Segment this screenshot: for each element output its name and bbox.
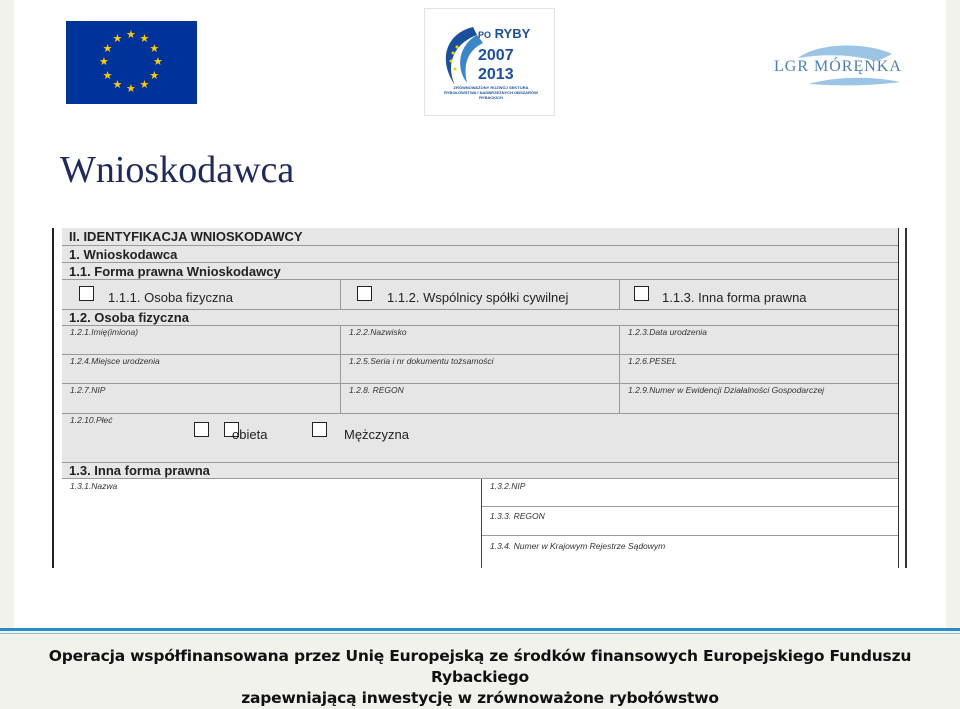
label-mezczyzna: Mężczyzna bbox=[344, 427, 410, 442]
eu-star-icon: ★ bbox=[102, 42, 113, 55]
field-plec: 1.2.10.Płeć obieta Mężczyzna bbox=[62, 414, 898, 463]
lgr-morenka-logo bbox=[768, 42, 906, 90]
po-ryby-name: PO RYBY bbox=[478, 26, 531, 41]
po-ryby-year1: 2007 bbox=[478, 47, 514, 64]
inna-forma-area bbox=[62, 479, 898, 568]
eu-star-icon: ★ bbox=[139, 79, 150, 92]
area-divider bbox=[481, 479, 482, 568]
section-1-3-header: 1.3. Inna forma prawna bbox=[62, 463, 898, 479]
eu-star-icon: ★ bbox=[139, 32, 150, 45]
eu-star-icon: ★ bbox=[102, 69, 113, 82]
row-divider bbox=[482, 506, 898, 507]
field-dokument[interactable]: 1.2.5.Seria i nr dokumentu tożsamości bbox=[341, 355, 620, 384]
form-left-border bbox=[52, 228, 54, 568]
checkbox-osoba-fizyczna[interactable] bbox=[79, 286, 94, 301]
eu-star-icon: ★ bbox=[149, 42, 160, 55]
option-label-2: 1.1.2. Wspólnicy spółki cywilnej bbox=[387, 290, 569, 305]
page-title: Wnioskodawca bbox=[60, 149, 295, 191]
form-right-border-outer bbox=[905, 228, 907, 568]
po-ryby-caption: ZRÓWNOWAŻONY ROZWÓJ SEKTORA RYBOŁÓWSTWA I NADBRZEŻNYCH OBSZARÓW RYBACKICH bbox=[444, 85, 538, 100]
section-1-2-header: 1.2. Osoba fizyczna bbox=[62, 310, 898, 326]
label-regon-13: 1.3.3. REGON bbox=[490, 511, 545, 521]
section-1-header: 1. Wnioskodawca bbox=[62, 246, 898, 263]
application-form bbox=[52, 228, 908, 568]
checkbox-mezczyzna[interactable] bbox=[312, 422, 327, 437]
checkbox-kobieta[interactable] bbox=[194, 422, 209, 437]
checkbox-wspolnicy[interactable] bbox=[357, 286, 372, 301]
field-data-urodzenia[interactable]: 1.2.3.Data urodzenia bbox=[620, 326, 898, 355]
row-divider bbox=[482, 535, 898, 536]
po-ryby-year2: 2013 bbox=[478, 66, 514, 83]
eu-star-icon: ★ bbox=[112, 79, 123, 92]
option-cell-1 bbox=[62, 280, 341, 310]
field-nazwisko[interactable]: 1.2.2.Nazwisko bbox=[341, 326, 620, 355]
field-ewidencja[interactable]: 1.2.9.Numer w Ewidencji Działalności Gospodarczej bbox=[620, 384, 898, 414]
section-1-1-header: 1.1. Forma prawna Wnioskodawcy bbox=[62, 263, 898, 280]
lgr-logo-text: LGR MÓRĘNKA bbox=[774, 58, 902, 75]
eu-star-icon: ★ bbox=[149, 69, 160, 82]
label-nazwa: 1.3.1.Nazwa bbox=[70, 481, 118, 491]
option-label-1: 1.1.1. Osoba fizyczna bbox=[108, 290, 234, 305]
checkbox-inna-forma[interactable] bbox=[634, 286, 649, 301]
label-krs: 1.3.4. Numer w Krajowym Rejestrze Sądowym bbox=[490, 541, 666, 551]
field-miejsce-urodzenia[interactable]: 1.2.4.Miejsce urodzenia bbox=[62, 355, 341, 384]
po-ryby-logo bbox=[424, 8, 555, 116]
eu-star-icon: ★ bbox=[99, 56, 109, 68]
label-nip-13: 1.3.2.NIP bbox=[490, 481, 526, 491]
footer-rule bbox=[0, 628, 960, 631]
section-header: II. IDENTYFIKACJA WNIOSKODAWCY bbox=[62, 228, 898, 246]
option-label-3: 1.1.3. Inna forma prawna bbox=[662, 290, 807, 305]
eu-star-icon: ★ bbox=[126, 83, 136, 95]
eu-star-icon: ★ bbox=[126, 29, 136, 41]
footer-text bbox=[0, 646, 960, 709]
option-cell-2 bbox=[341, 280, 620, 310]
form-right-border bbox=[898, 228, 899, 568]
footer-line-1: Operacja współfinansowana przez Unię Europejską ze środków finansowych Europejskiego Funduszu Rybackiego bbox=[48, 647, 912, 686]
field-regon[interactable]: 1.2.8. REGON bbox=[341, 384, 620, 414]
field-pesel[interactable]: 1.2.6.PESEL bbox=[620, 355, 898, 384]
option-cell-3 bbox=[620, 280, 898, 310]
eu-flag-logo bbox=[66, 21, 197, 104]
field-imie[interactable]: 1.2.1.Imię(imiona) bbox=[62, 326, 341, 355]
eu-star-icon: ★ bbox=[153, 56, 163, 68]
label-kobieta: obieta bbox=[232, 427, 268, 442]
footer-line-2: zapewniającą inwestycję w zrównoważone rybołówstwo bbox=[241, 689, 719, 707]
eu-star-icon: ★ bbox=[112, 32, 123, 45]
footer-rule-thin bbox=[0, 633, 960, 634]
field-nip[interactable]: 1.2.7.NIP bbox=[62, 384, 341, 414]
